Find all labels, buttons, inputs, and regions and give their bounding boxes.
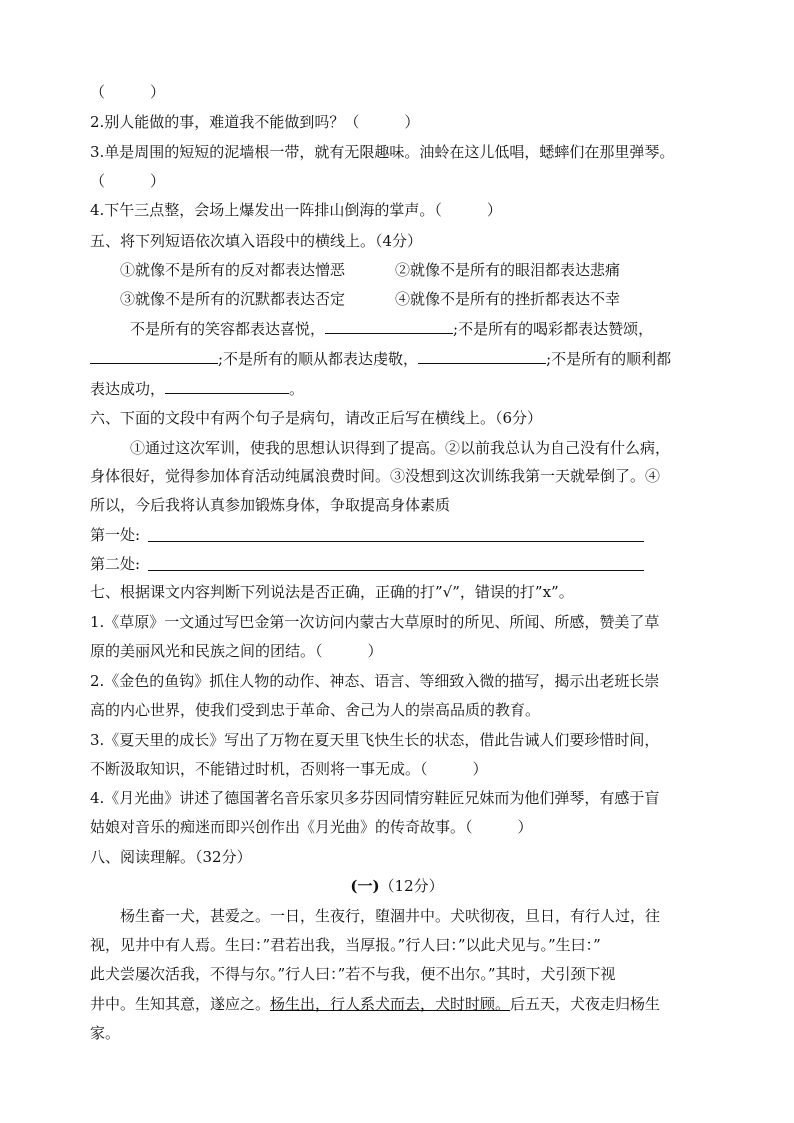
q4-item-2: 2.别人能做的事，难道我不能做到吗？（ ）	[90, 113, 420, 131]
q4-item-4: 4.下午三点整，会场上爆发出一阵排山倒海的掌声。（ ）	[90, 201, 502, 219]
q5-passage-line-2	[90, 349, 671, 369]
q5-passage-line-3	[90, 379, 304, 399]
q8-subsection-heading	[0, 876, 794, 896]
q5-text: ;不是所有的顺利都	[546, 350, 672, 368]
q5-blank-1[interactable]	[325, 319, 453, 334]
q8-passage-line-2: 视，见井中有人焉。生曰：”君若出我，当厚报。”行人曰：”以此犬见与。”生曰：”	[90, 936, 601, 954]
q8-subsection-number: (一)	[350, 877, 380, 895]
q8-subsection-score: （12分）	[379, 877, 444, 895]
q7-title: 七、根据课文内容判断下列说法是否正确，正确的打”√”，错误的打”x”。	[90, 583, 574, 601]
q4-item-3-paren: （ ）	[90, 172, 166, 190]
q7-item-1-line-2: 原的美丽风光和民族之间的团结。（ ）	[90, 642, 383, 660]
q8-passage-line-4	[90, 994, 660, 1014]
q6-answer-1-label: 第一处:	[90, 526, 141, 544]
q6-answer-1-line[interactable]	[148, 541, 644, 542]
q6-passage-line-1: ①通过这次军训，使我的思想认识得到了提高。②以前我总认为自己没有什么病，	[130, 439, 671, 457]
q5-text: ;不是所有的喝彩都表达赞颂，	[453, 320, 654, 338]
q5-blank-2[interactable]	[90, 349, 218, 364]
q5-option-1: ①就像不是所有的反对都表达憎恶	[120, 261, 346, 279]
q6-answer-2-label: 第二处:	[90, 555, 141, 573]
q7-item-3-line-1: 3.《夏天里的成长》写出了万物在夏天里飞快生长的状态，借此告诫人们要珍惜时间，	[90, 731, 660, 749]
q5-text: ;不是所有的顺从都表达虔敬，	[218, 350, 419, 368]
q5-text: 表达成功，	[90, 380, 166, 398]
q8-text: 井中。生知其意，遂应之。	[90, 995, 271, 1013]
q6-title: 六、下面的文段中有两个句子是病句，请改正后写在横线上。（6分）	[90, 409, 543, 427]
q8-passage-line-1: 杨生畜一犬，甚爱之。一日，生夜行，堕涸井中。犬吠彻夜，旦日，有行人过，往	[120, 907, 661, 925]
q4-item-3: 3.单是周围的短短的泥墙根一带，就有无限趣味。油蛉在这儿低唱，蟋蟀们在那里弹琴。	[90, 143, 675, 161]
q8-passage-line-5: 家。	[90, 1024, 121, 1042]
q5-blank-4[interactable]	[165, 379, 289, 394]
q7-item-1-line-1: 1.《草原》一文通过写巴金第一次访问内蒙古大草原时的所见、所闻、所感，赞美了草	[90, 613, 660, 631]
q7-item-3-line-2: 不断汲取知识，不能错过时机，否则将一事无成。（ ）	[90, 760, 488, 778]
q5-passage-line-1	[130, 319, 653, 339]
q8-text: 后五天，犬夜走归杨生	[510, 995, 661, 1013]
q7-item-4-line-1: 4.《月光曲》讲述了德国著名音乐家贝多芬因同情穷鞋匠兄妹而为他们弹琴，有感于盲	[90, 789, 660, 807]
q6-passage-line-2: 身体很好，觉得参加体育活动纯属浪费时间。③没想到这次训练我第一天就晕倒了。④	[90, 467, 661, 485]
q4-paren-line: （ ）	[90, 83, 166, 101]
q8-title: 八、阅读理解。（32分）	[90, 848, 252, 866]
q5-text: 不是所有的笑容都表达喜悦，	[130, 320, 326, 338]
q5-title: 五、将下列短语依次填入语段中的横线上。（4分）	[90, 232, 423, 250]
q6-answer-2-line[interactable]	[148, 570, 644, 571]
q8-passage-line-3: 此犬尝屡次活我，不得与尔。”行人曰：”若不与我，便不出尔。”其时，犬引颈下视	[90, 965, 616, 983]
q5-option-3: ③就像不是所有的沉默都表达否定	[120, 290, 346, 308]
q7-item-2-line-1: 2.《金色的鱼钩》抓住人物的动作、神态、语言、等细致入微的描写，揭示出老班长崇	[90, 672, 660, 690]
q5-option-2: ②就像不是所有的眼泪都表达悲痛	[395, 261, 621, 279]
q7-item-2-line-2: 高的内心世界，使我们受到忠于革命、舍己为人的崇高品质的教育。	[90, 701, 541, 719]
q6-passage-line-3: 所以，今后我将认真参加锻炼身体，争取提高身体素质	[90, 496, 451, 514]
q5-blank-3[interactable]	[418, 349, 546, 364]
q5-option-4: ④就像不是所有的挫折都表达不幸	[395, 290, 621, 308]
q7-item-4-line-2: 姑娘对音乐的痴迷而即兴创作出《月光曲》的传奇故事。（ ）	[90, 818, 533, 836]
q8-underlined-sentence: 杨生出，行人系犬而去，犬时时顾。	[270, 995, 511, 1013]
q5-text: 。	[289, 380, 305, 398]
